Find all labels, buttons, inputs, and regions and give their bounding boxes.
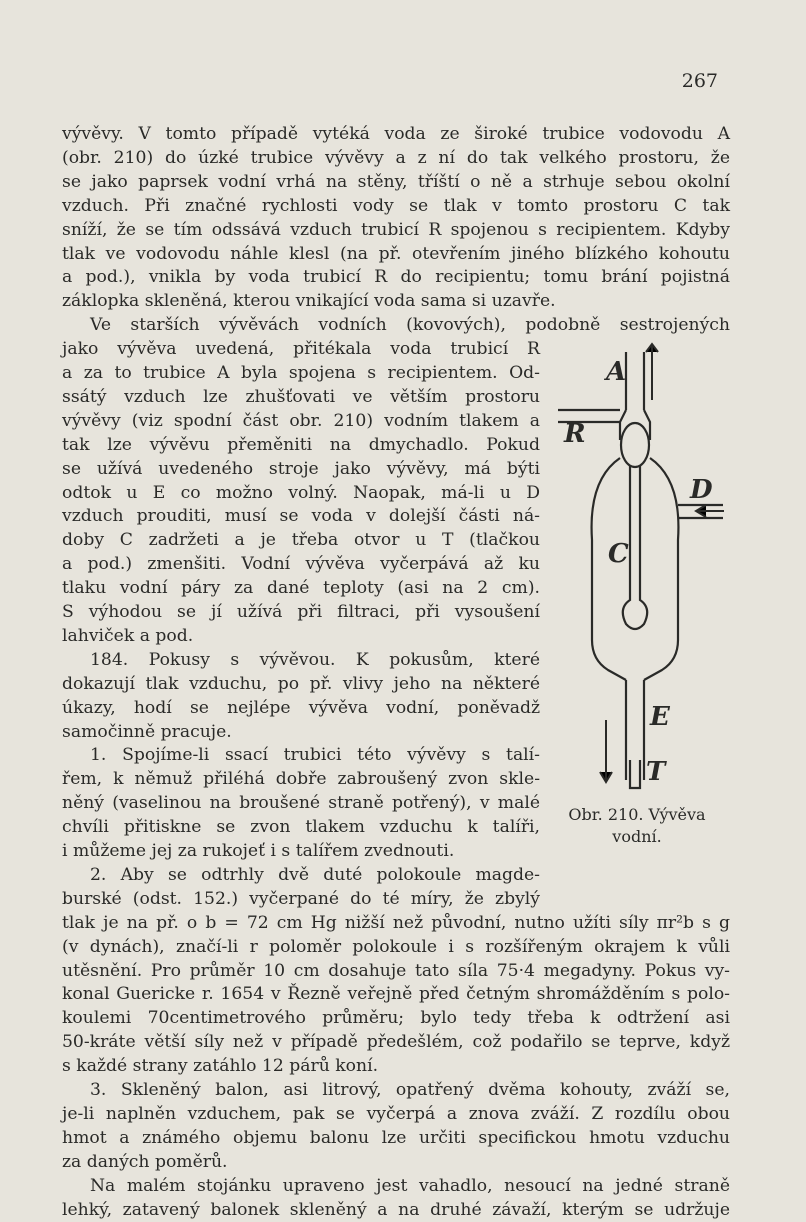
- label-t: T: [646, 757, 667, 787]
- text-line: se užívá uvedeného stroje jako vývěvy, má býti: [62, 458, 540, 482]
- text-line: a pod.) zmenšiti. Vodní vývěva vyčerpává až ku: [62, 553, 540, 577]
- text-line: Ve starších vývěvách vodních (kovových), podobně sestrojených: [62, 314, 730, 338]
- text-line: řem, k němuž přiléhá dobře zabroušený zvon skle-: [62, 768, 540, 792]
- text-line: tlak ve vodovodu náhle klesl (na př. otevřením jiného blízkého kohoutu: [62, 243, 730, 267]
- valve-bulb: [621, 423, 649, 467]
- text-line: 1. Spojíme-li ssací trubici této vývěvy s talí-: [62, 744, 540, 768]
- text-line: a pod.), vnikla by voda trubicí R do recipientu; tomu brání pojistná: [62, 266, 730, 290]
- text-line: tlaku vodní páry za dané teploty (asi na 2 cm).: [62, 577, 540, 601]
- text-line: úkazy, hodí se nejlépe vývěva vodní, poněvadž: [62, 697, 540, 721]
- text-line: doby C zadržeti a je třeba otvor u T (tlačkou: [62, 529, 540, 553]
- text-line: za daných poměrů.: [62, 1151, 730, 1175]
- text-line: vývěvy. V tomto případě vytéká voda ze široké trubice vodovodu A: [62, 123, 730, 147]
- tube-a: [626, 352, 644, 410]
- label-e: E: [649, 702, 671, 732]
- text-line: 50-kráte větší síly než v případě předešlém, což podařilo se teprve, když: [62, 1031, 730, 1055]
- tube-e: [626, 680, 644, 780]
- text-line: záklopka skleněná, kterou vnikající voda sama si uzavře.: [62, 290, 730, 314]
- text-line: 2. Aby se odtrhly dvě duté polokoule magde-: [62, 864, 540, 888]
- text-line: utěsnění. Pro průměr 10 cm dosahuje tato síla 75·4 megadyny. Pokus vy-: [62, 960, 730, 984]
- vessel-t: [630, 760, 640, 788]
- text-line: vzduch prouditi, musí se voda v dolejší části ná-: [62, 505, 540, 529]
- label-r: R: [563, 419, 586, 449]
- text-line: (v dynách), značí-li r poloměr polokoule i s rozšířeným okrajem k vůli: [62, 936, 730, 960]
- label-a: A: [603, 357, 626, 387]
- text-line: i můžeme jej za rukojeť i s talířem zvednouti.: [62, 840, 540, 864]
- text-line: dokazují tlak vzduchu, po př. vlivy jeho na některé: [62, 673, 540, 697]
- text-line: 3. Skleněný balon, asi litrový, opatřený dvěma kohouty, zváží se,: [62, 1079, 730, 1103]
- text-line: (obr. 210) do úzké trubice vývěvy a z ní do tak velkého prostoru, že: [62, 147, 730, 171]
- text-line: s každé strany zatáhlo 12 párů koní.: [62, 1055, 730, 1079]
- text-line: samočinně pracuje.: [62, 721, 540, 745]
- text-line: sníží, že se tím odssává vzduch trubicí R spojenou s recipientem. Kdyby: [62, 219, 730, 243]
- text-line: koulemi 70centimetrového průměru; bylo tedy třeba k odtržení asi: [62, 1007, 730, 1031]
- vessel-c: [592, 458, 679, 680]
- text-line: se jako paprsek vodní vrhá na stěny, tříští o ně a strhuje sebou okolní: [62, 171, 730, 195]
- label-d: D: [689, 475, 713, 505]
- section-heading: 184. Pokusy s vývěvou. K pokusům, které: [62, 649, 540, 673]
- text-line: tlak je na př. o b = 72 cm Hg nižší než původní, nutno užíti síly πr²b s g: [62, 912, 730, 936]
- text-line: jako vývěva uvedená, přitékala voda trubicí R: [62, 338, 540, 362]
- caption-line: Obr. 210. Vývěva: [552, 804, 722, 826]
- text-line: něný (vaselinou na broušené straně potřený), v malé: [62, 792, 540, 816]
- text-line: burské (odst. 152.) vyčerpané do té míry, že zbylý: [62, 888, 540, 912]
- caption-line: vodní.: [552, 826, 722, 848]
- text-line: ssátý vzduch lze zhušťovati ve větším prostoru: [62, 386, 540, 410]
- text-line: odtok u E co možno volný. Naopak, má-li u D: [62, 482, 540, 506]
- text-line: konal Guericke r. 1654 v Řezně veřejně před četným shromážděním s polo-: [62, 983, 730, 1007]
- text-line: S výhodou se jí užívá při filtraci, při vysoušení: [62, 601, 540, 625]
- label-c: C: [608, 539, 629, 569]
- figure-vacuum-pump: [548, 340, 748, 800]
- text-line: hmot a známého objemu balonu lze určiti specifickou hmotu vzduchu: [62, 1127, 730, 1151]
- text-line: a za to trubice A byla spojena s recipientem. Od-: [62, 362, 540, 386]
- text-line: tak lze vývěvu přeměniti na dmychadlo. Pokud: [62, 434, 540, 458]
- text-line: vzduch. Při značné rychlosti vody se tlak v tomto prostoru C tak: [62, 195, 730, 219]
- text-line: Na malém stojánku upraveno jest vahadlo, nesoucí na jedné straně: [62, 1175, 730, 1199]
- text-line: lehký, zatavený balonek skleněný a na druhé závaží, kterým se udržuje: [62, 1199, 730, 1222]
- figure-caption: [552, 804, 722, 848]
- text-line: vývěvy (viz spodní část obr. 210) vodním tlakem a: [62, 410, 540, 434]
- text-line: je-li naplněn vzduchem, pak se vyčerpá a znova zváží. Z rozdílu obou: [62, 1103, 730, 1127]
- text-line: lahviček a pod.: [62, 625, 540, 649]
- page-number: 267: [682, 70, 718, 92]
- text-line: chvíli přitiskne se zvon tlakem vzduchu k talíři,: [62, 816, 540, 840]
